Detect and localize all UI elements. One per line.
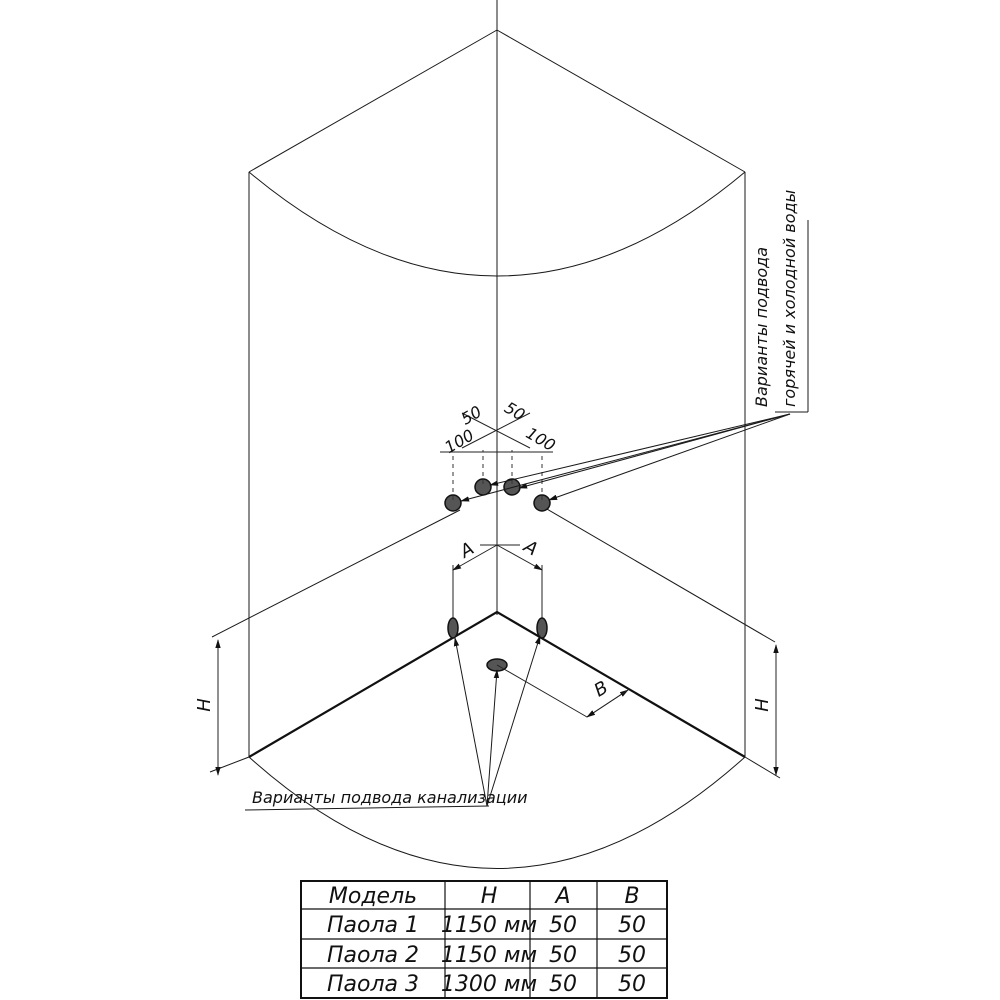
dim-h-left: H bbox=[194, 698, 215, 712]
b-dimension bbox=[497, 665, 628, 717]
table-cell: 1300 мм bbox=[440, 972, 538, 997]
table-cell: 50 bbox=[618, 913, 646, 938]
dim-a-right: A bbox=[520, 536, 542, 561]
table-cell: 1150 мм bbox=[440, 943, 538, 968]
table-header-h: H bbox=[480, 884, 498, 909]
table-header-b: B bbox=[624, 884, 640, 909]
table-cell: 1150 мм bbox=[440, 913, 538, 938]
svg-text:100: 100 bbox=[522, 423, 559, 456]
svg-text:100: 100 bbox=[441, 425, 478, 458]
table-cell: 50 bbox=[618, 943, 646, 968]
water-dimensions bbox=[440, 398, 559, 500]
h-dimension-left bbox=[194, 640, 218, 775]
table-cell: 50 bbox=[549, 913, 577, 938]
sewage-hole-right bbox=[537, 618, 547, 638]
table-header-model: Модель bbox=[328, 884, 418, 909]
h-dimension-right bbox=[752, 645, 776, 775]
water-supply-label-line1: Варианты подвода bbox=[752, 246, 771, 407]
table-cell: 50 bbox=[549, 943, 577, 968]
water-supply-label-line2: горячей и холодной воды bbox=[780, 189, 799, 407]
table-cell: Паола 2 bbox=[326, 943, 420, 968]
table-cell: 50 bbox=[618, 972, 646, 997]
water-supply-leader bbox=[461, 190, 808, 501]
sewage-label: Варианты подвода канализации bbox=[252, 788, 528, 807]
svg-text:50: 50 bbox=[457, 401, 485, 429]
cabin-outline bbox=[210, 0, 780, 869]
dim-50-right bbox=[501, 398, 528, 425]
table-cell: Паола 1 bbox=[326, 913, 420, 938]
sewage-holes bbox=[448, 618, 547, 671]
svg-text:50: 50 bbox=[501, 397, 529, 425]
table-cell: Паола 3 bbox=[326, 972, 420, 997]
dim-b: B bbox=[590, 677, 612, 702]
table-header-a: A bbox=[555, 884, 571, 909]
dim-a-left: A bbox=[456, 538, 478, 563]
tray-base bbox=[249, 612, 745, 757]
table-cell: 50 bbox=[549, 972, 577, 997]
sewage-hole-left bbox=[448, 618, 458, 638]
dim-50-left bbox=[458, 402, 485, 429]
spec-table bbox=[301, 881, 667, 998]
dim-100-right bbox=[523, 423, 559, 455]
dim-h-right: H bbox=[752, 698, 773, 712]
